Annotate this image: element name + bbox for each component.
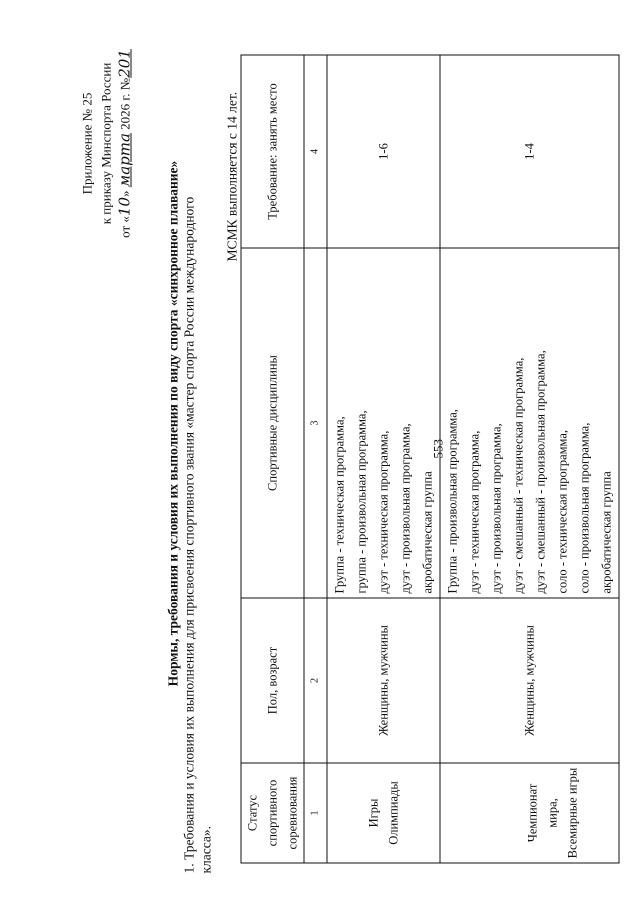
gender-cell: Женщины, мужчины — [327, 598, 440, 763]
date-prefix: от « — [117, 215, 132, 238]
header-place: Требование: занять место — [241, 55, 304, 248]
place-cell: 1-6 — [327, 55, 440, 248]
column-number: 3 — [304, 248, 327, 598]
document-title: Нормы, требования и условия их выполнения по виду спорта «синхронное плавание» — [165, 160, 180, 686]
date-year: 2026 г. № — [117, 77, 132, 130]
date-day: 10 — [115, 196, 133, 216]
status-cell: Игры Олимпиады — [327, 763, 440, 863]
discipline-item: соло - произвольная программа, — [577, 422, 591, 593]
date-mid: » — [117, 189, 132, 197]
disciplines-cell — [327, 248, 440, 598]
discipline-item: дуэт - техническая программа, — [467, 430, 481, 593]
discipline-item: акробатическая группа — [420, 470, 434, 593]
status-cell: Чемпионат мира, Всемирные игры — [440, 763, 619, 863]
column-number-row — [304, 55, 327, 863]
header-disciplines: Спортивные дисциплины — [241, 248, 304, 598]
discipline-item: Группа - произвольная программа, — [445, 408, 459, 593]
table-row — [440, 55, 619, 863]
discipline-item: акробатическая группа — [599, 470, 613, 593]
discipline-item: дуэт - смешанный - техническая программа, — [511, 357, 525, 593]
header-gender-age: Пол, возраст — [241, 598, 304, 763]
date-month: марта — [115, 132, 133, 187]
gender-cell: Женщины, мужчины — [440, 598, 619, 763]
column-number: 2 — [304, 598, 327, 763]
table-header-row — [241, 55, 304, 863]
discipline-item: дуэт - произвольная программа, — [398, 422, 412, 593]
annex-block — [77, 43, 134, 243]
annex-date-line — [115, 43, 134, 243]
discipline-item: группа - произвольная программа, — [354, 409, 368, 593]
header-status: Статус спортивного соревнования — [241, 763, 304, 863]
requirements-table — [240, 54, 619, 863]
discipline-item: дуэт - смешанный - произвольная программа, — [533, 349, 547, 593]
order-number: 201 — [115, 48, 133, 78]
discipline-item: дуэт - произвольная программа, — [489, 422, 503, 593]
disciplines-cell — [440, 248, 619, 598]
intro-paragraph: 1. Требования и условия их выполнения для присвоения спортивного звания «мастер спорта России международного класса». — [181, 196, 213, 873]
discipline-item: дуэт - техническая программа, — [376, 430, 390, 593]
discipline-item: соло - техническая программа, — [555, 429, 569, 593]
page-number: 553 — [430, 438, 445, 458]
column-number: 4 — [304, 55, 327, 248]
annex-order-ref: к приказу Минспорта России — [98, 62, 113, 224]
place-cell: 1-4 — [440, 55, 619, 248]
annex-title: Приложение № 25 — [79, 92, 94, 194]
column-number: 1 — [304, 763, 327, 863]
discipline-item: Группа - техническая программа, — [332, 415, 346, 593]
age-note: МСМК выполняется с 14 лет. — [224, 91, 239, 261]
table-row — [327, 55, 440, 863]
